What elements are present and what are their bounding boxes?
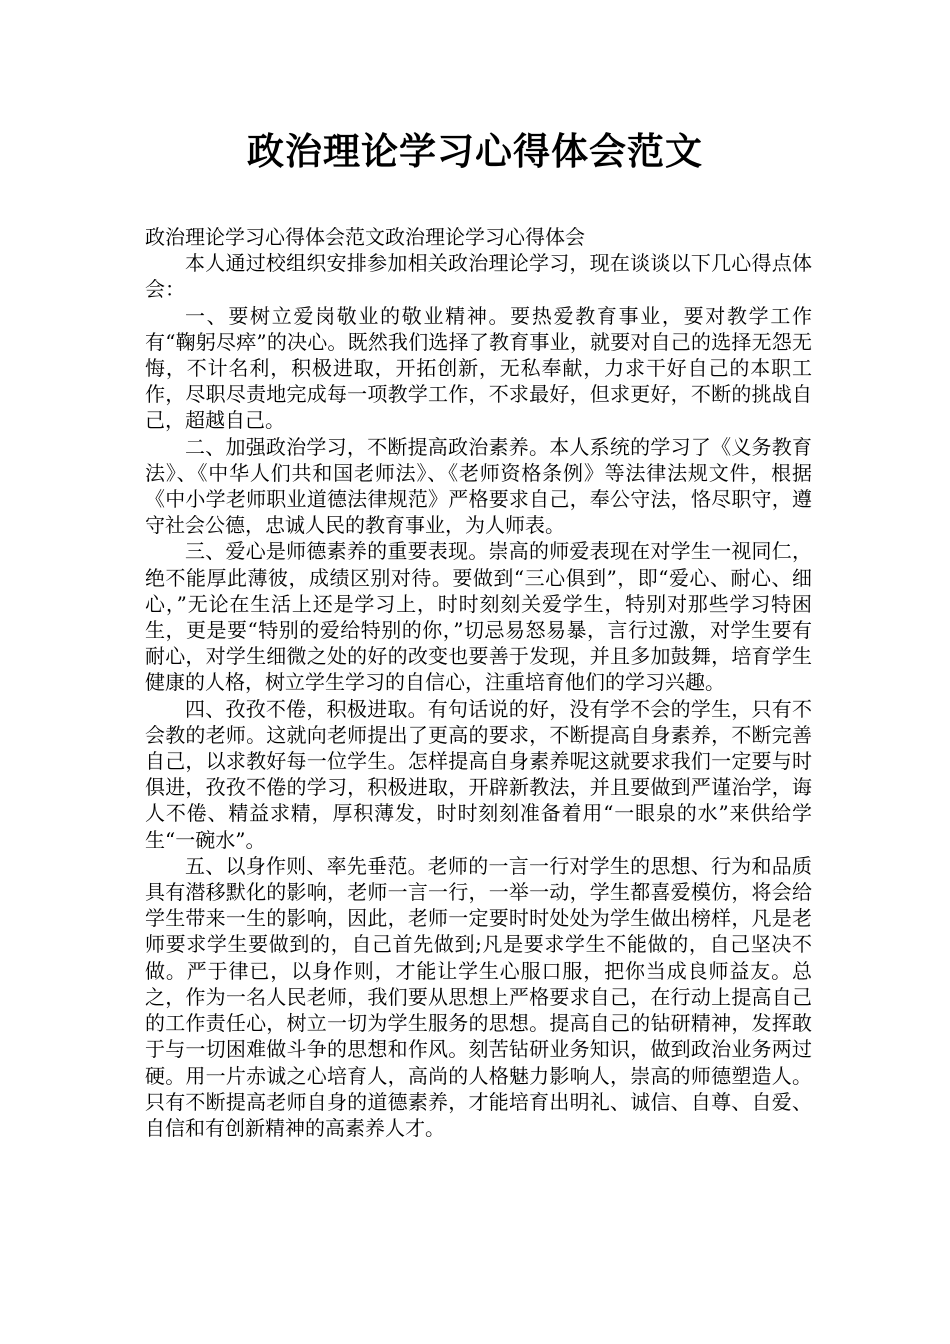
paragraph-point-5: 五、以身作则、率先垂范。老师的一言一行对学生的思想、行为和品质具有潜移默化的影响，老师一言一行，一举一动，学生都喜爱模仿，将会给学生带来一生的影响，因此，老师一定要时时处处为学生做出榜样，凡是老师要求学生要做到的，自己首先做到;凡是要求学生不能做的，自己坚决不做。严于律已，以身作则，才能让学生心服口服，把你当成良师益友。总之，作为一名人民老师，我们要从思想上严格要求自己，在行动上提高自己的工作责任心，树立一切为学生服务的思想。提高自己的钻研精神，发挥敢于与一切困难做斗争的思想和作风。刻苦钻研业务知识，做到政治业务两过硬。用一片赤诚之心培育人，高尚的人格魅力影响人，崇高的师德塑造人。只有不断提高老师自身的道德素养，才能培育出明礼、诚信、自尊、自爱、自信和有创新精神的高素养人才。 <box>145 853 812 1140</box>
paragraph-intro: 本人通过校组织安排参加相关政治理论学习，现在谈谈以下几心得点体会： <box>145 251 812 302</box>
paragraph-subtitle: 政治理论学习心得体会范文政治理论学习心得体会 <box>145 225 585 249</box>
paragraph-point-2: 二、加强政治学习，不断提高政治素养。本人系统的学习了《义务教育法》、《中华人们共和国老师法》、《老师资格条例》等法律法规文件，根据《中小学老师职业道德法律规范》严格要求自己，奉公守法，恪尽职守，遵守社会公德，忠诚人民的教育事业，为人师表。 <box>145 434 812 538</box>
document-body <box>145 224 812 1141</box>
paragraph-point-4: 四、孜孜不倦，积极进取。有句话说的好，没有学不会的学生，只有不会教的老师。这就向老师提出了更高的要求，不断提高自身素养，不断完善自己，以求教好每一位学生。怎样提高自身素养呢这就要求我们一定要与时俱进，孜孜不倦的学习，积极进取，开辟新教法，并且要做到严谨治学，诲人不倦、精益求精，厚积薄发，时时刻刻准备着用“一眼泉的水”来供给学生“一碗水”。 <box>145 696 812 852</box>
paragraph-point-3: 三、爱心是师德素养的重要表现。崇高的师爱表现在对学生一视同仁，绝不能厚此薄彼，成绩区别对待。要做到“三心俱到”，即“爱心、耐心、细心，”无论在生活上还是学习上，时时刻刻关爱学生，特别对那些学习特困生，更是要“特别的爱给特别的你，”切忌易怒易暴，言行过激，对学生要有耐心，对学生细微之处的好的改变也要善于发现，并且多加鼓舞，培育学生健康的人格，树立学生学习的自信心，注重培育他们的学习兴趣。 <box>145 539 812 695</box>
page-title: 政治理论学习心得体会范文 <box>247 130 703 173</box>
paragraph-point-1: 一、要树立爱岗敬业的敬业精神。要热爱教育事业，要对教学工作有“鞠躬尽瘁”的决心。既然我们选择了教育事业，就要对自己的选择无怨无悔，不计名利，积极进取，开拓创新，无私奉献，力求干好自己的本职工作，尽职尽责地完成每一项教学工作，不求最好，但求更好，不断的挑战自己，超越自己。 <box>145 303 812 433</box>
